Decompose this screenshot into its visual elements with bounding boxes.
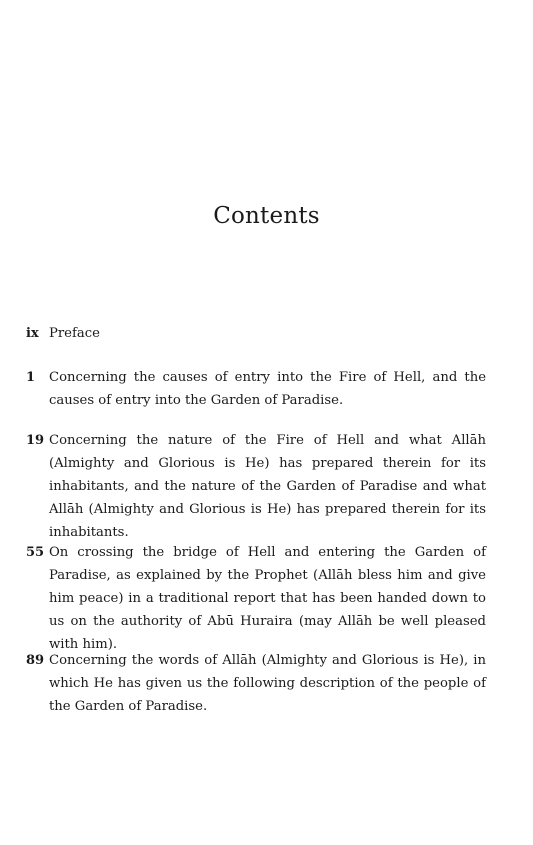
page-number: 19 xyxy=(26,433,45,448)
toc-entry-89 xyxy=(26,649,486,718)
page-number: 55 xyxy=(26,545,45,560)
toc-entry-55 xyxy=(26,541,486,656)
toc-entry-1 xyxy=(26,366,486,412)
page-number: 89 xyxy=(26,653,45,668)
page-title: Contents xyxy=(213,203,320,229)
entry-title: Concerning the causes of entry into the Fire of Hell, and the causes of entry into the Garden of Paradise. xyxy=(49,370,486,408)
entry-title: Preface xyxy=(49,326,100,341)
page-number: ix xyxy=(26,326,39,341)
page-number: 1 xyxy=(26,370,36,385)
toc-entry-preface xyxy=(26,322,486,345)
entry-title: On crossing the bridge of Hell and entering the Garden of Paradise, as explained by the Prophet (Allāh bless him and give him peace) in a traditional report that has been handed down to us on the authority of Abū Huraira (may Allāh be well pleased with him). xyxy=(49,545,486,652)
entry-title: Concerning the words of Allāh (Almighty and Glorious is He), in which He has given us the following description of the people of the Garden of Paradise. xyxy=(49,653,486,714)
entry-title: Concerning the nature of the Fire of Hell and what Allāh (Almighty and Glorious is He) has prepared therein for its inhabitants, and the nature of the Garden of Paradise and what Allāh (Almighty and Glorious is He) has prepared therein for its inhabitants. xyxy=(49,433,486,540)
toc-entry-19 xyxy=(26,429,486,544)
